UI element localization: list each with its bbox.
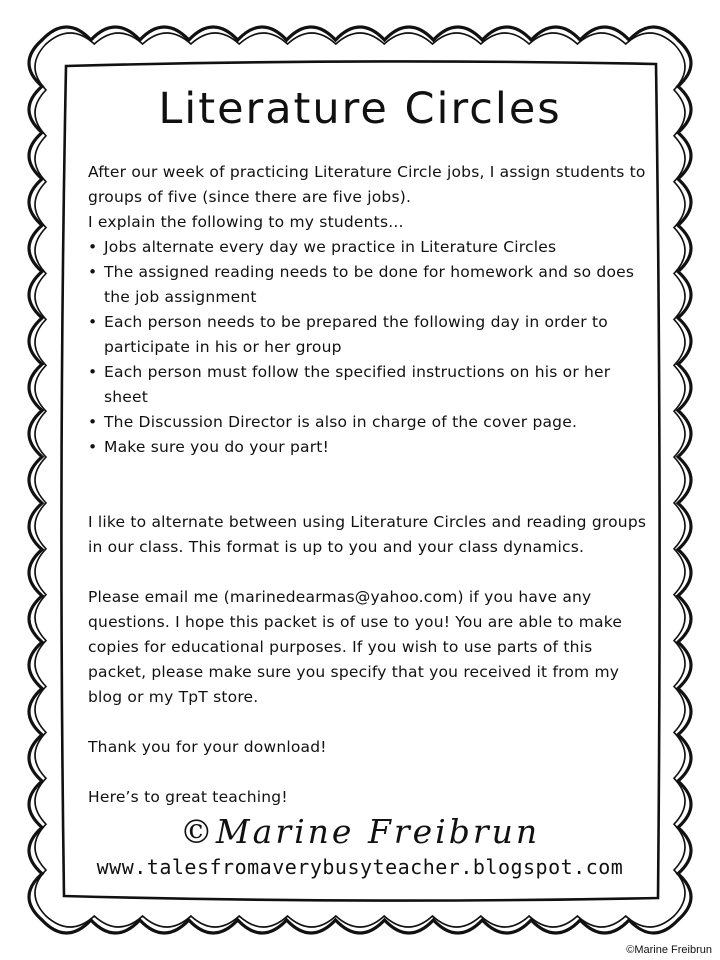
thanks-line: Thank you for your download! <box>88 738 327 756</box>
list-item: • The Discussion Director is also in charge of the cover page. <box>88 410 648 435</box>
blog-url: www.talesfromaverybusyteacher.blogspot.com <box>96 855 624 879</box>
list-item: • Each person must follow the specified instructions on his or her sheet <box>88 360 648 410</box>
list-item: • The assigned reading needs to be done for homework and so does the job assignment <box>88 260 648 310</box>
closing-line: Here’s to great teaching! <box>88 788 288 806</box>
list-item: • Jobs alternate every day we practice in Literature Circles <box>88 235 648 260</box>
instructions-list <box>88 235 648 460</box>
author-signature: ©Marine Freibrun <box>179 812 541 851</box>
document-body <box>88 160 648 810</box>
intro-line-1: After our week of practicing Literature Circle jobs, I assign students to groups of five (since there are five jobs). <box>88 163 646 206</box>
alternate-paragraph: I like to alternate between using Literature Circles and reading groups in our class. This format is up to you and your class dynamics. <box>88 513 647 556</box>
email-paragraph: Please email me (marinedearmas@yahoo.com) if you have any questions. I hope this packet is of use to you! You are able to make copies for educational purposes. If you wish to use parts of this packet, please make sure you specify that you received it from my blog or my TpT store. <box>88 588 623 706</box>
list-item: • Each person needs to be prepared the following day in order to participate in his or her group <box>88 310 648 360</box>
intro-line-2: I explain the following to my students... <box>88 213 404 231</box>
corner-credit: ©Marine Freibrun <box>626 944 712 956</box>
list-item: • Make sure you do your part! <box>88 435 648 460</box>
page-title: Literature Circles <box>158 84 562 134</box>
